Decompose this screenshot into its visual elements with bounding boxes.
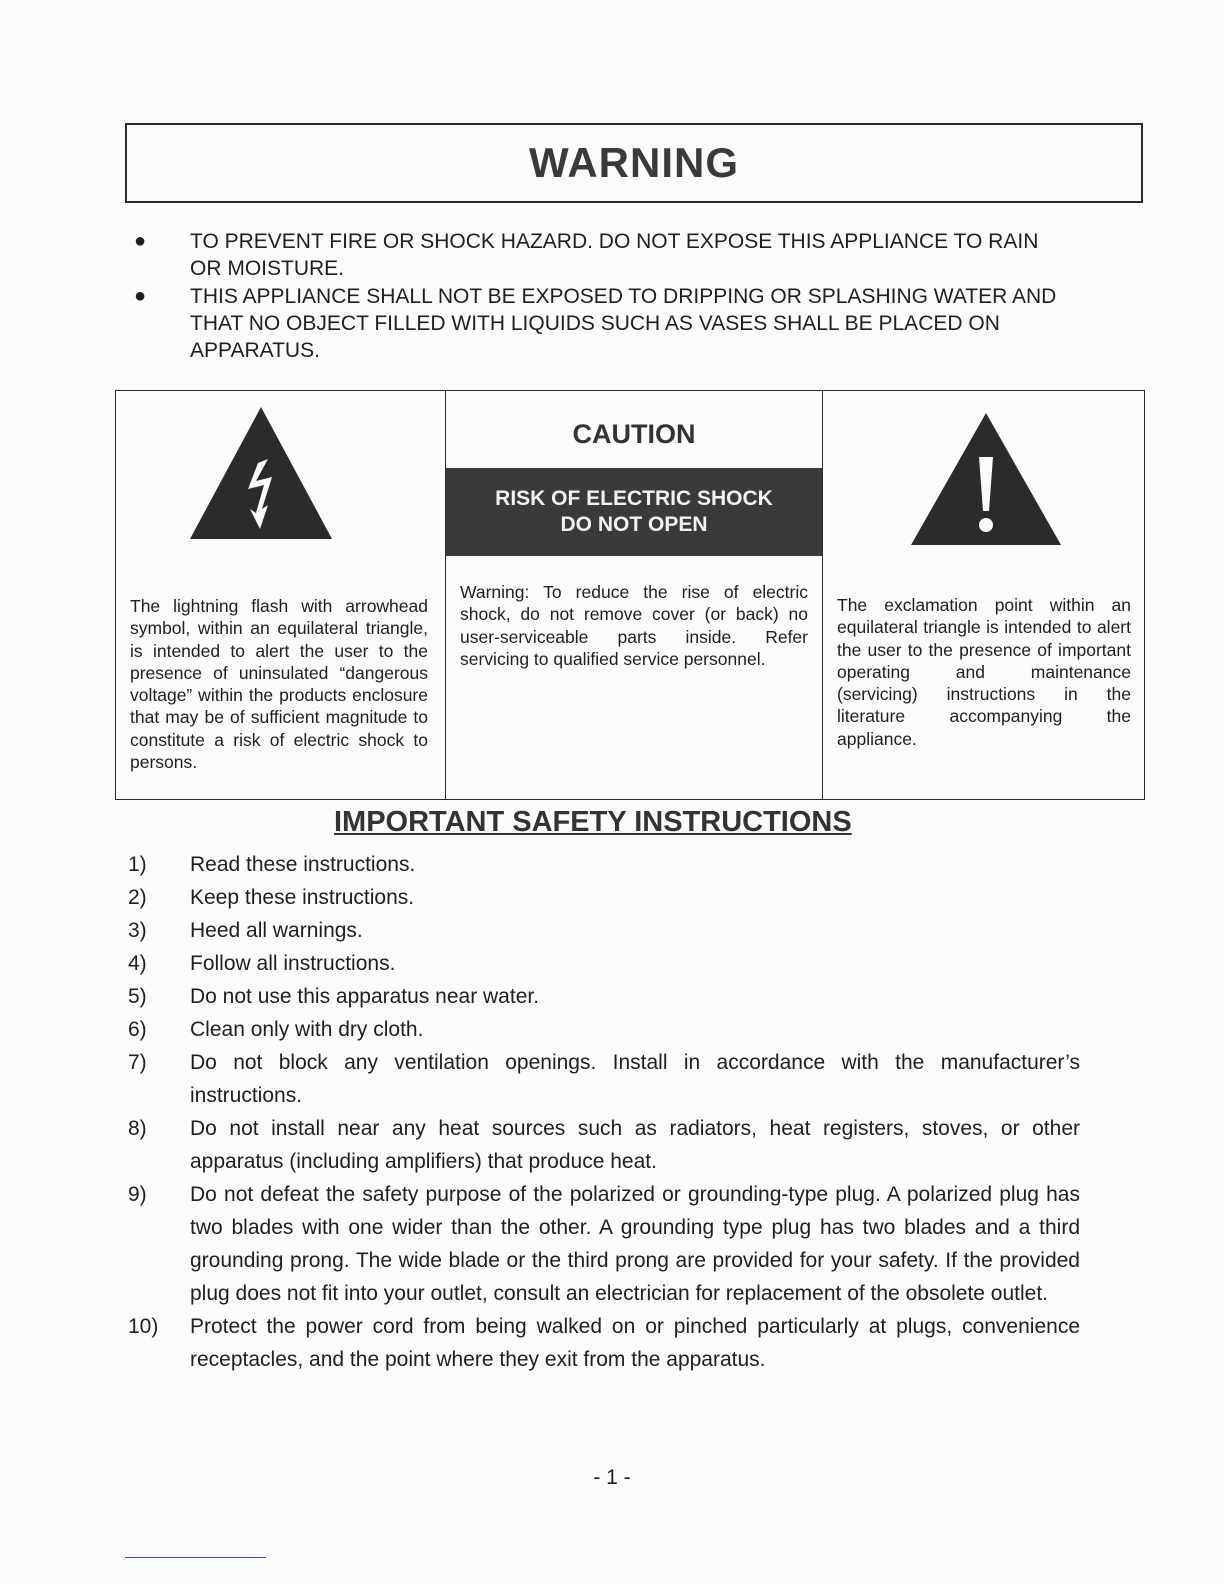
instruction-text: Do not install near any heat sources such as radiators, heat registers, stoves, or other apparatus (including amplifiers) that produce heat. — [190, 1117, 1080, 1173]
safety-instruction-list — [128, 848, 1080, 1376]
instruction-number: 4) — [128, 952, 147, 975]
caution-middle-cell — [446, 391, 823, 799]
bullet-dot-icon: ● — [134, 230, 147, 252]
instruction-item — [128, 848, 1080, 881]
bullet-dot-icon: ● — [134, 285, 147, 307]
instruction-text: Do not block any ventilation openings. Install in accordance with the manufacturer’s instructions. — [190, 1051, 1080, 1107]
instruction-item — [128, 1178, 1080, 1310]
caution-table — [115, 390, 1145, 800]
instruction-number: 2) — [128, 886, 147, 909]
safety-instructions-heading: IMPORTANT SAFETY INSTRUCTIONS — [334, 806, 852, 838]
instruction-text: Protect the power cord from being walked on or pinched particularly at plugs, convenience receptacles, and the point where they exit from the apparatus. — [190, 1315, 1080, 1371]
instruction-item — [128, 1310, 1080, 1376]
instruction-number: 7) — [128, 1051, 147, 1074]
caution-heading: CAUTION — [572, 419, 696, 449]
warning-title: WARNING — [529, 139, 739, 186]
instruction-text: Heed all warnings. — [190, 919, 363, 942]
exclamation-warning-icon — [909, 411, 1063, 547]
instruction-number: 10) — [128, 1315, 159, 1338]
instruction-item — [128, 980, 1080, 1013]
instruction-number: 3) — [128, 919, 147, 942]
instruction-text: Clean only with dry cloth. — [190, 1018, 424, 1041]
risk-of-shock-band — [446, 468, 822, 556]
instruction-text: Read these instructions. — [190, 853, 416, 876]
warning-bullet — [130, 228, 1070, 282]
footer-rule — [125, 1557, 266, 1558]
instruction-item — [128, 914, 1080, 947]
instruction-number: 6) — [128, 1018, 147, 1041]
caution-left-cell — [116, 391, 446, 799]
instruction-text: Follow all instructions. — [190, 952, 396, 975]
instruction-text: Keep these instructions. — [190, 886, 415, 909]
instruction-item — [128, 881, 1080, 914]
page-number: - 1 - — [593, 1466, 631, 1489]
lightning-description: The lightning flash with arrowhead symbol, within an equilateral triangle, is intended to alert the user to the presence of uninsulated “dangerous voltage” within the products enclosure that may be of sufficient magnitude to constitute a risk of electric shock to persons. — [130, 596, 428, 773]
warning-bullet — [130, 283, 1070, 364]
risk-band-line-1: RISK OF ELECTRIC SHOCK — [495, 487, 773, 510]
instruction-number: 5) — [128, 985, 147, 1008]
exclamation-description: The exclamation point within an equilateral triangle is intended to alert the user to the presence of important operating and maintenance (servicing) instructions in the literature accompanying the appliance. — [837, 595, 1131, 749]
instruction-number: 8) — [128, 1117, 147, 1140]
lightning-warning-icon — [188, 405, 334, 541]
instruction-item — [128, 1013, 1080, 1046]
caution-right-cell — [823, 391, 1144, 799]
instruction-text: Do not defeat the safety purpose of the polarized or grounding-type plug. A polarized plug has two blades with one wider than the other. A grounding type plug has two blades and a third grounding prong. The wide blade or the third prong are provided for your safety. If the provided plug does not fit into your outlet, consult an electrician for replacement of the obsolete outlet. — [190, 1183, 1080, 1305]
warning-bullet-text: THIS APPLIANCE SHALL NOT BE EXPOSED TO DRIPPING OR SPLASHING WATER AND THAT NO OBJECT FILLED WITH LIQUIDS SUCH AS VASES SHALL BE PLACED ON APPARATUS. — [190, 285, 1057, 362]
caution-warning-text: Warning: To reduce the rise of electric shock, do not remove cover (or back) no user-serviceable parts inside. Refer servicing to qualified service personnel. — [460, 582, 808, 669]
warning-bullet-text: TO PREVENT FIRE OR SHOCK HAZARD. DO NOT EXPOSE THIS APPLIANCE TO RAIN OR MOISTURE. — [190, 230, 1039, 280]
instruction-item — [128, 1112, 1080, 1178]
warning-header-box — [125, 123, 1143, 203]
instruction-text: Do not use this apparatus near water. — [190, 985, 540, 1008]
risk-band-line-2: DO NOT OPEN — [560, 513, 708, 536]
instruction-number: 1) — [128, 853, 147, 876]
instruction-item — [128, 1046, 1080, 1112]
warning-bullet-list — [130, 228, 1070, 365]
instruction-item — [128, 947, 1080, 980]
instruction-number: 9) — [128, 1183, 147, 1206]
